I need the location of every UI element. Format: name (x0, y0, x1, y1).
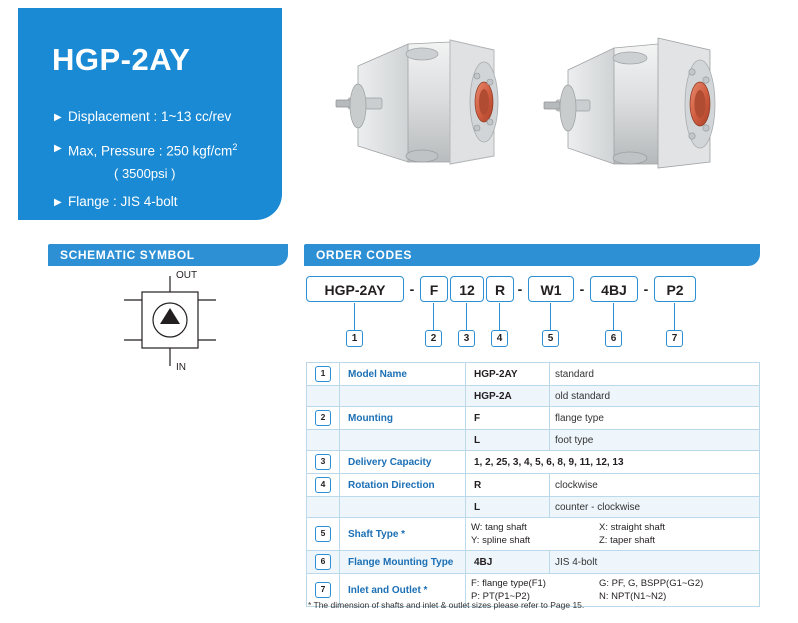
order-code-badge-2: 2 (425, 330, 442, 347)
row-name (340, 386, 466, 407)
footnote: * The dimension of shafts and inlet & outlet sizes please refer to Page 15. (308, 600, 585, 610)
order-code-badge-7: 7 (666, 330, 683, 347)
table-row (307, 386, 760, 407)
spec-list (54, 108, 274, 224)
row-symbol: F (466, 407, 550, 430)
spec-text: Max, Pressure : 250 kgf/cm (68, 143, 233, 159)
order-code-dash: - (517, 281, 523, 297)
row-symbol: R (466, 474, 550, 497)
shaft-option: X: straight shaft (599, 522, 666, 533)
schematic-symbol (48, 266, 288, 376)
row-description: foot type (550, 430, 760, 451)
table-row (307, 497, 760, 518)
schematic-in-label: IN (176, 362, 186, 373)
row-name: Rotation Direction (340, 474, 466, 497)
row-name: Mounting (340, 407, 466, 430)
row-symbol: L (466, 497, 550, 518)
row-badge-cell (307, 518, 340, 551)
row-badge: 7 (315, 582, 331, 598)
row-badge: 6 (315, 554, 331, 570)
product-photos (300, 10, 786, 222)
row-description: flange type (550, 407, 760, 430)
row-badge-cell (307, 497, 340, 518)
row-symbol: L (466, 430, 550, 451)
row-name: Model Name (340, 363, 466, 386)
triangle-bullet-icon: ▶ (54, 143, 62, 154)
spec-item-pressure (54, 139, 274, 160)
row-symbol: 4BJ (466, 551, 550, 574)
spec-text: Flange : JIS 4-bolt (68, 193, 178, 209)
section-title-schematic: SCHEMATIC SYMBOL (48, 244, 288, 266)
row-badge-cell (307, 430, 340, 451)
order-code-badge-1: 1 (346, 330, 363, 347)
row-description: counter - clockwise (550, 497, 760, 518)
pump-photo-right (534, 28, 749, 203)
shaft-option: Y: spline shaft (471, 535, 531, 546)
row-badge-cell (307, 363, 340, 386)
leader-line (613, 303, 614, 330)
inlet-option: P: PT(P1~P2) (471, 591, 530, 602)
order-code-segment-5[interactable]: W1 (528, 276, 574, 302)
row-symbol: 1, 2, 25, 3, 4, 5, 6, 8, 9, 11, 12, 13 (466, 451, 760, 474)
row-symbol: HGP-2AY (466, 363, 550, 386)
leader-line (499, 303, 500, 330)
row-badge: 2 (315, 410, 331, 426)
row-description: JIS 4-bolt (550, 551, 760, 574)
order-code-segment-6[interactable]: 4BJ (590, 276, 638, 302)
inlet-option: N: NPT(N1~N2) (599, 591, 667, 602)
spec-item-displacement (54, 108, 274, 125)
row-badge: 3 (315, 454, 331, 470)
spec-superscript: 2 (232, 142, 238, 152)
row-description: standard (550, 363, 760, 386)
leader-line (354, 303, 355, 330)
row-badge-cell (307, 407, 340, 430)
row-badge-cell (307, 451, 340, 474)
table-row (307, 451, 760, 474)
row-badge: 1 (315, 366, 331, 382)
order-code-segment-7[interactable]: P2 (654, 276, 696, 302)
table-row (307, 430, 760, 451)
leader-line (433, 303, 434, 330)
row-badge-cell (307, 474, 340, 497)
shaft-option: W: tang shaft (471, 522, 527, 533)
order-code-segment-4[interactable]: R (486, 276, 514, 302)
leader-line (550, 303, 551, 330)
schematic-diagram (48, 266, 288, 376)
leader-line (466, 303, 467, 330)
page-title: HGP-2AY (52, 42, 191, 77)
leader-line (674, 303, 675, 330)
row-badge-cell (307, 386, 340, 407)
row-description: old standard (550, 386, 760, 407)
row-symbol: HGP-2A (466, 386, 550, 407)
order-code-dash: - (643, 281, 649, 297)
product-header (18, 8, 282, 220)
order-code-badge-4: 4 (491, 330, 508, 347)
table-row (307, 474, 760, 497)
inlet-option: F: flange type(F1) (471, 578, 546, 589)
triangle-bullet-icon: ▶ (54, 196, 62, 208)
row-options (466, 518, 760, 551)
row-name: Flange Mounting Type (340, 551, 466, 574)
row-name (340, 430, 466, 451)
row-name (340, 497, 466, 518)
section-title-order-codes: ORDER CODES (304, 244, 760, 266)
order-code-badge-6: 6 (605, 330, 622, 347)
row-description: clockwise (550, 474, 760, 497)
row-badge: 5 (315, 526, 331, 542)
pump-photo-left (322, 28, 522, 198)
order-code-segment-2[interactable]: F (420, 276, 448, 302)
order-code-segment-1[interactable]: HGP-2AY (306, 276, 404, 302)
table-row-shaft-type (307, 518, 760, 551)
order-code-badge-3: 3 (458, 330, 475, 347)
inlet-option: G: PF, G, BSPP(G1~G2) (599, 578, 704, 589)
row-name: Inlet and Outlet * (340, 574, 466, 607)
order-code-segment-3[interactable]: 12 (450, 276, 484, 302)
spec-text: Displacement : 1~13 cc/rev (68, 109, 232, 124)
table-row (307, 363, 760, 386)
order-codes-table (306, 362, 760, 607)
row-name: Shaft Type * (340, 518, 466, 551)
row-badge-cell (307, 551, 340, 574)
order-code-badge-5: 5 (542, 330, 559, 347)
table-row (307, 407, 760, 430)
schematic-out-label: OUT (176, 270, 198, 281)
row-name: Delivery Capacity (340, 451, 466, 474)
spec-pressure-psi: ( 3500psi ) (114, 165, 176, 181)
order-code-dash: - (579, 281, 585, 297)
shaft-option: Z: taper shaft (599, 535, 655, 546)
row-badge: 4 (315, 477, 331, 493)
spec-item-flange (54, 193, 274, 210)
order-code-dash: - (409, 281, 415, 297)
triangle-bullet-icon: ▶ (54, 112, 62, 123)
table-row-flange-mounting (307, 551, 760, 574)
